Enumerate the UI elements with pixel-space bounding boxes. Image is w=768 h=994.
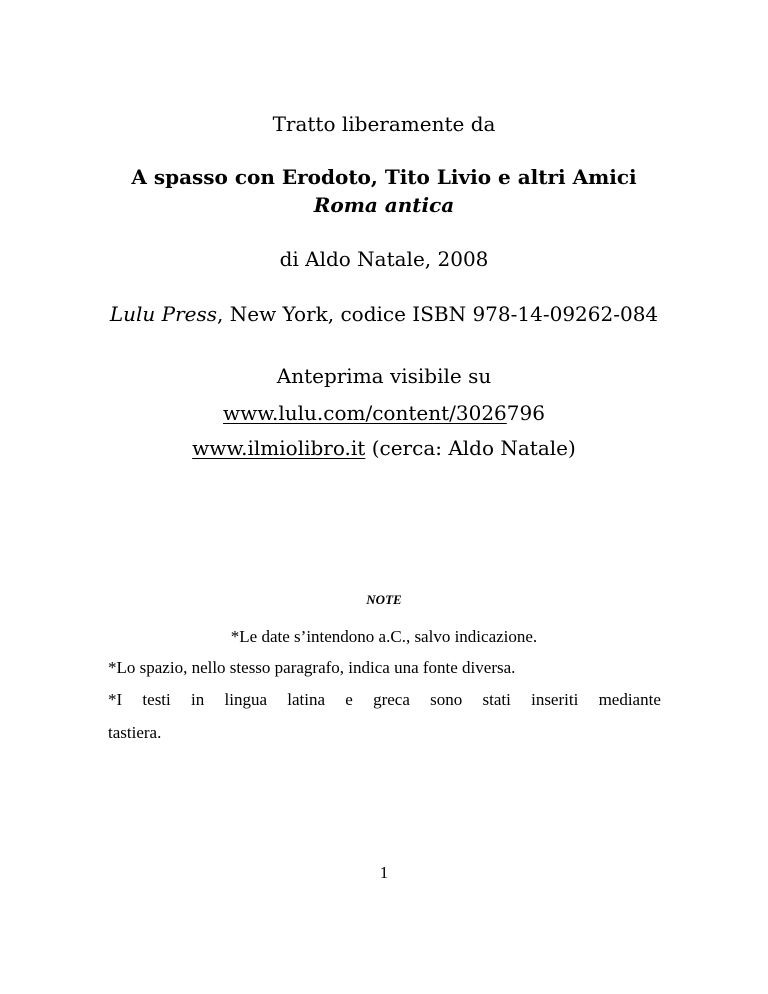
ilmiolibro-search-hint: (cerca: Aldo Natale) (365, 436, 576, 460)
preview-link-lulu[interactable] (0, 401, 768, 425)
lulu-link[interactable]: www.lulu.com/content/3026 (223, 401, 507, 425)
notes-heading: NOTE (366, 592, 402, 607)
note-spacing: *Lo spazio, nello stesso paragrafo, indica una fonte diversa. (108, 658, 516, 677)
note-word: sono (430, 690, 463, 709)
note-word: testi (142, 690, 171, 709)
publisher-line (0, 302, 768, 326)
note-word: mediante (598, 690, 661, 709)
book-subtitle: Roma antica (313, 193, 455, 217)
ilmiolibro-link[interactable]: www.ilmiolibro.it (192, 436, 366, 460)
publisher-details: , New York, codice ISBN 978-14-09262-084 (217, 302, 659, 326)
intro-text: Tratto liberamente da (272, 112, 496, 136)
note-texts-continued: tastiera. (108, 723, 162, 742)
note-word: stati (482, 690, 511, 709)
note-texts (108, 689, 661, 711)
preview-label: Anteprima visibile su (276, 364, 492, 388)
note-word: inseriti (531, 690, 579, 709)
note-word: lingua (224, 690, 267, 709)
publisher-name: Lulu Press (109, 302, 218, 326)
lulu-link-tail: 796 (506, 401, 545, 425)
preview-link-ilmiolibro[interactable] (0, 436, 768, 460)
note-word: *I (108, 690, 123, 709)
page-number: 1 (379, 863, 389, 882)
book-title: A spasso con Erodoto, Tito Livio e altri Amici (131, 165, 637, 189)
note-word: greca (373, 690, 410, 709)
note-dates: *Le date s’intendono a.C., salvo indicazione. (230, 627, 538, 646)
note-word: e (345, 690, 353, 709)
note-word: latina (287, 690, 326, 709)
author-line: di Aldo Natale, 2008 (279, 247, 489, 271)
note-word: in (191, 690, 205, 709)
